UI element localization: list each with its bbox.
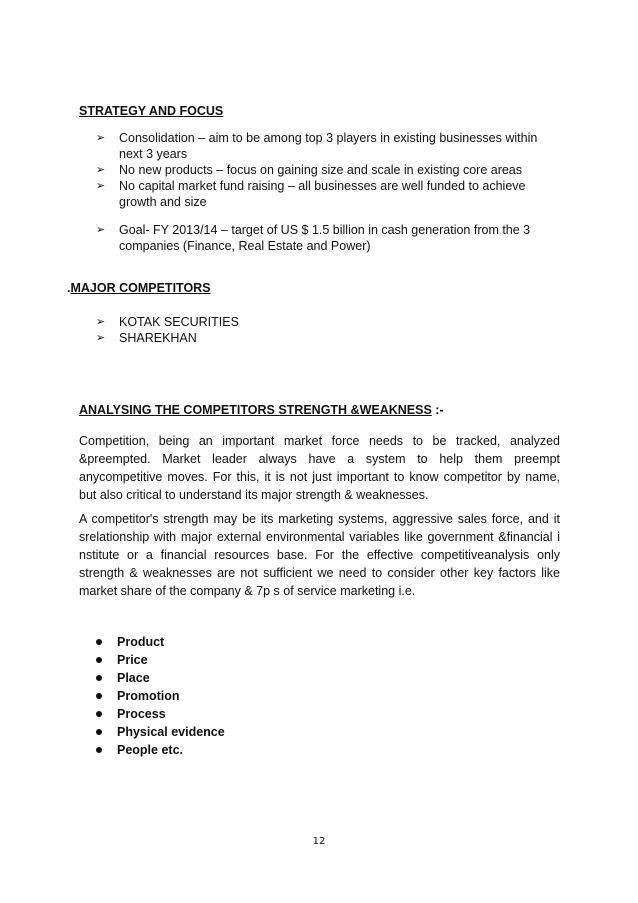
list-item: ➢ Goal- FY 2013/14 – target of US $ 1.5 billion in cash generation from the 3 companies (Finance, Real Estate and Power): [96, 223, 531, 253]
list-item: ➢ No new products – focus on gaining size and scale in existing core areas: [96, 163, 523, 177]
list-item: Product: [93, 633, 225, 651]
bullet-dot-icon: [96, 729, 102, 735]
strategy-heading: STRATEGY AND FOCUS: [79, 104, 224, 118]
list-item: ➢ Consolidation – aim to be among top 3 players in existing businesses within next 3 years: [96, 131, 538, 161]
arrow-bullet-icon: ➢: [96, 316, 106, 328]
competitors-list: [96, 314, 396, 346]
arrow-bullet-icon: ➢: [96, 164, 106, 176]
list-item: Physical evidence: [93, 723, 225, 741]
list-item: ➢ SHAREKHAN: [96, 331, 197, 345]
page-number: 12: [312, 836, 326, 847]
list-item: Place: [93, 669, 225, 687]
list-item: ➢ No capital market fund raising – all businesses are well funded to achieve growth and size: [96, 179, 526, 209]
bullet-dot-icon: [96, 657, 102, 663]
bullet-dot-icon: [96, 711, 102, 717]
arrow-bullet-icon: ➢: [96, 332, 106, 344]
analysis-heading: ANALYSING THE COMPETITORS STRENGTH &WEAKNESS :-: [79, 403, 444, 417]
goal-list: [96, 222, 556, 254]
bullet-dot-icon: [96, 639, 102, 645]
arrow-bullet-icon: ➢: [96, 132, 106, 144]
analysis-paragraph-1: Competition, being an important market force needs to be tracked, analyzed &preempted. Market leader always have a system to help them preempt anycompetitive moves. For this, it is not just important to know competitor by name, but also critical to understand its major strength & weaknesses.: [79, 434, 560, 502]
analysis-paragraph-2: A competitor's strength may be its marketing systems, aggressive sales force, and it srelationship with major external environmental variables like government &financial i nstitute or a financial resources base. For the effective competitiveanalysis only strength & weaknesses are not sufficient we need to consider other key factors like market share of the company & 7p s of service marketing i.e.: [79, 512, 560, 598]
list-item: Price: [93, 651, 225, 669]
arrow-bullet-icon: ➢: [96, 180, 106, 192]
bullet-dot-icon: [96, 675, 102, 681]
arrow-bullet-icon: ➢: [96, 224, 106, 236]
list-item: Process: [93, 705, 225, 723]
competitors-heading: .MAJOR COMPETITORS: [67, 281, 211, 295]
bullet-dot-icon: [96, 747, 102, 753]
list-item: ➢ KOTAK SECURITIES: [96, 315, 239, 329]
list-item: People etc.: [93, 741, 225, 759]
marketing-mix-list: [93, 633, 225, 759]
list-item: Promotion: [93, 687, 225, 705]
bullet-dot-icon: [96, 693, 102, 699]
strategy-list: [96, 130, 556, 210]
